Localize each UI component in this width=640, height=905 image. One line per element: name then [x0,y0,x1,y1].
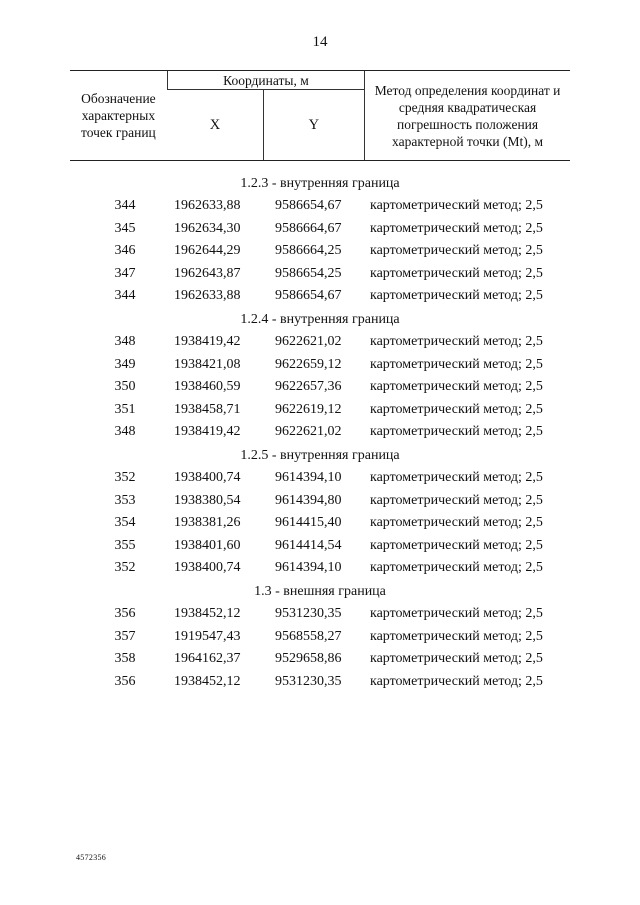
section-title: 1.2.5 - внутренняя граница [240,447,400,463]
table-row [0,557,640,580]
y-coordinate: 9622621,02 [275,333,342,349]
table-row [0,285,640,308]
x-coordinate: 1938458,71 [174,401,241,417]
page-number: 14 [312,34,328,50]
point-number: 344 [114,288,136,304]
table-row [0,512,640,535]
x-coordinate: 1962633,88 [174,198,241,213]
section-title: 1.3 - внешняя граница [254,583,386,599]
y-coordinate: 9586654,25 [275,265,342,281]
point-number: 355 [114,537,136,553]
method-value: картометрический метод; 2,5 [370,424,543,440]
point-number: 358 [114,651,136,667]
table-header [70,70,570,161]
method-value: картометрический метод; 2,5 [370,333,543,349]
method-value: картометрический метод; 2,5 [370,198,543,213]
y-coordinate: 9586654,67 [275,198,342,213]
point-number: 354 [114,515,136,531]
point-number: 352 [114,560,136,576]
x-coordinate: 1919547,43 [174,628,241,644]
method-value: картометрический метод; 2,5 [370,243,543,259]
y-coordinate: 9622657,36 [275,379,342,395]
point-number: 350 [114,379,136,395]
point-number: 356 [114,605,136,621]
y-coordinate: 9531230,35 [275,673,342,689]
method-value: картометрический метод; 2,5 [370,379,543,395]
method-value: картометрический метод; 2,5 [370,401,543,417]
point-number: 353 [114,492,136,508]
point-number: 356 [114,673,136,689]
method-value: картометрический метод; 2,5 [370,560,543,576]
x-coordinate: 1964162,37 [174,651,241,667]
table-row [0,399,640,422]
x-coordinate: 1938419,42 [174,333,241,349]
section-title: 1.2.4 - внутренняя граница [240,311,400,327]
point-designation-header: Обозначение характерных точек границ [70,71,167,161]
method-value: картометрический метод; 2,5 [370,469,543,485]
x-column-header: X [167,90,263,161]
point-number: 349 [114,356,136,372]
x-coordinate: 1938400,74 [174,469,241,485]
y-column-header: Y [263,90,364,161]
table-row [0,421,640,444]
table-row [0,648,640,671]
y-coordinate: 9586654,67 [275,288,342,304]
table-row [0,218,640,241]
method-value: картометрический метод; 2,5 [370,288,543,304]
point-number: 348 [114,424,136,440]
x-coordinate: 1938460,59 [174,379,241,395]
x-coordinate: 1938421,08 [174,356,241,372]
x-coordinate: 1962644,29 [174,243,241,259]
point-number: 347 [114,265,136,281]
y-coordinate: 9614415,40 [275,515,342,531]
method-value: картометрический метод; 2,5 [370,356,543,372]
x-coordinate: 1938401,60 [174,537,241,553]
y-coordinate: 9614394,10 [275,469,342,485]
method-value: картометрический метод; 2,5 [370,265,543,281]
x-coordinate: 1938380,54 [174,492,241,508]
x-coordinate: 1938452,12 [174,673,241,689]
y-coordinate: 9529658,86 [275,651,342,667]
x-coordinate: 1962643,87 [174,265,241,281]
point-number: 344 [114,198,136,213]
table-row [0,354,640,377]
y-coordinate: 9622659,12 [275,356,342,372]
table-row [0,626,640,649]
table-row [0,376,640,399]
y-coordinate: 9622621,02 [275,424,342,440]
document-code: 4572356 [76,853,107,862]
point-number: 357 [114,628,136,644]
y-coordinate: 9614394,10 [275,560,342,576]
point-number: 348 [114,333,136,349]
y-coordinate: 9586664,67 [275,220,342,236]
x-coordinate: 1938381,26 [174,515,241,531]
coordinates-header: Координаты, м [167,71,364,90]
y-coordinate: 9531230,35 [275,605,342,621]
method-value: картометрический метод; 2,5 [370,605,543,621]
table-row [0,603,640,626]
x-coordinate: 1938400,74 [174,560,241,576]
table-row [0,240,640,263]
point-number: 351 [114,401,136,417]
method-value: картометрический метод; 2,5 [370,537,543,553]
point-number: 346 [114,243,136,259]
table-row [0,671,640,694]
table-row [0,535,640,558]
method-value: картометрический метод; 2,5 [370,515,543,531]
method-value: картометрический метод; 2,5 [370,651,543,667]
y-coordinate: 9614394,80 [275,492,342,508]
x-coordinate: 1962633,88 [174,288,241,304]
method-value: картометрический метод; 2,5 [370,628,543,644]
x-coordinate: 1938419,42 [174,424,241,440]
table-row [0,195,640,218]
method-value: картометрический метод; 2,5 [370,492,543,508]
point-number: 345 [114,220,136,236]
method-header: Метод определения координат и средняя квадратическая погрешность положения характерной точки (Mt), м [365,71,570,161]
y-coordinate: 9586664,25 [275,243,342,259]
y-coordinate: 9622619,12 [275,401,342,417]
table-row [0,490,640,513]
y-coordinate: 9614414,54 [275,537,342,553]
table-row [0,467,640,490]
table-row [0,263,640,286]
method-value: картометрический метод; 2,5 [370,220,543,236]
section-title: 1.2.3 - внутренняя граница [240,176,400,191]
table-row [0,331,640,354]
x-coordinate: 1962634,30 [174,220,241,236]
table-body [0,172,640,693]
method-value: картометрический метод; 2,5 [370,673,543,689]
x-coordinate: 1938452,12 [174,605,241,621]
point-number: 352 [114,469,136,485]
y-coordinate: 9568558,27 [275,628,342,644]
